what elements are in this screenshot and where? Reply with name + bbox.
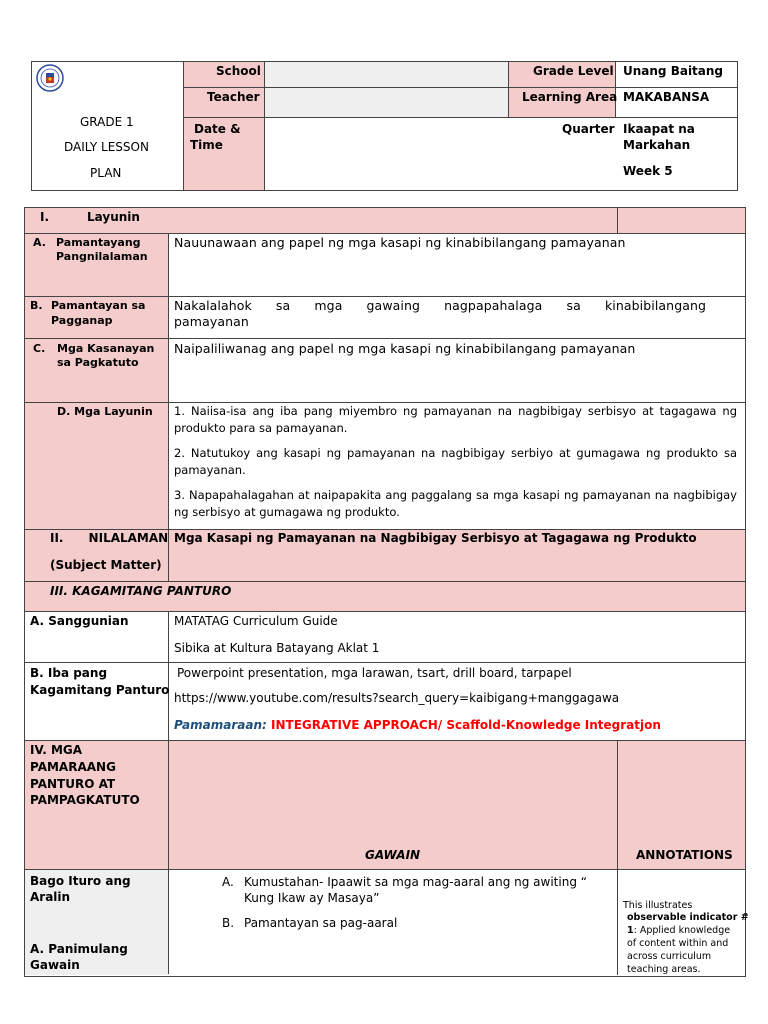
- subject-matter-label: (Subject Matter): [50, 558, 162, 572]
- iba-pang-label-line1: B. Iba pang: [30, 666, 108, 680]
- a-label-line1: Pamantayang: [56, 236, 141, 249]
- b-label-letter: B.: [30, 299, 43, 312]
- panimulang-label-line2: Gawain: [30, 958, 80, 972]
- c-label-letter: C.: [33, 342, 46, 355]
- d-label: D. Mga Layunin: [57, 405, 153, 418]
- week-label: Week 5: [623, 164, 673, 178]
- item-a-line2: Kung Ikaw ay Masaya”: [244, 891, 380, 905]
- c-label-line2: sa Pagkatuto: [57, 356, 139, 369]
- quarter-value-line2: Markahan: [623, 138, 691, 152]
- d-item-2: 2. Natutukoy ang kasapi ng pamayanan na nagbibigay serbiyo at gumagawa ng produkto sa pamayanan.: [174, 446, 737, 477]
- annotations-header: ANNOTATIONS: [636, 848, 733, 862]
- sanggunian-line1: MATATAG Curriculum Guide: [174, 614, 338, 628]
- daily-lesson-label: DAILY LESSON: [64, 140, 149, 154]
- time-label: Time: [190, 138, 223, 152]
- a-text: Nauunawaan ang papel ng mga kasapi ng kinabibilangang pamayanan: [174, 235, 626, 250]
- sanggunian-line2: Sibika at Kultura Batayang Aklat 1: [174, 641, 380, 655]
- pamamaraan-value: INTEGRATIVE APPROACH/ Scaffold-Knowledge Integratjon: [271, 718, 661, 732]
- pamaraan-label-line4: PAMPAGKATUTO: [30, 793, 140, 807]
- c-text: Naipaliliwanag ang papel ng mga kasapi ng kinabibilangang pamayanan: [174, 341, 636, 356]
- annotation-indicator-number: 1: [627, 925, 634, 936]
- learning-area-value: MAKABANSA: [623, 90, 710, 104]
- pamaraan-label-line3: PANTURO AT: [30, 777, 116, 791]
- c-label-line1: Mga Kasanayan: [57, 342, 155, 355]
- item-b-text: Pamantayan sa pag-aaral: [244, 916, 398, 930]
- grade-label: GRADE 1: [80, 115, 134, 129]
- a-label-letter: A.: [33, 236, 46, 249]
- b-text-line2: pamayanan: [174, 314, 249, 329]
- teacher-label: Teacher: [207, 90, 260, 104]
- item-a-marker: A.: [222, 875, 234, 889]
- date-label: Date &: [194, 122, 241, 136]
- plan-label: PLAN: [90, 166, 122, 180]
- quarter-value-line1: Ikaapat na: [623, 122, 695, 136]
- youtube-link[interactable]: https://www.youtube.com/results?search_query=kaibigang+manggagawa: [174, 691, 620, 705]
- pamaraan-label-line1: IV. MGA: [30, 743, 83, 757]
- annotation-line3-text: : Applied knowledge: [633, 925, 731, 936]
- pamaraan-label-line2: PAMARAANG: [30, 760, 116, 774]
- pamamaraan-label: Pamamaraan:: [174, 718, 267, 732]
- annotation-line5: across curriculum: [627, 951, 712, 962]
- panimulang-label-line1: A. Panimulang: [30, 942, 128, 956]
- b-label-line1: Pamantayan sa: [51, 299, 146, 312]
- item-b-marker: B.: [222, 916, 235, 930]
- kagamitan-materials: Powerpoint presentation, mga larawan, tsart, drill board, tarpapel: [177, 666, 572, 680]
- b-text-line1: Nakalalahok sa mga gawaing nagpapahalaga sa kinabibilangang: [174, 298, 707, 313]
- quarter-label: Quarter: [562, 122, 615, 136]
- bago-label-line2: Aralin: [30, 890, 71, 904]
- iba-pang-label-line2: Kagamitang Panturo: [30, 683, 170, 697]
- annotation-line6: teaching areas.: [627, 964, 701, 975]
- gawain-header: GAWAIN: [365, 848, 421, 862]
- school-value-cell: [264, 62, 508, 87]
- bago-label-line1: Bago Ituro ang: [30, 874, 131, 888]
- kagamitan-title: III. KAGAMITANG PANTURO: [50, 584, 232, 598]
- annotation-line1: This illustrates: [623, 900, 693, 911]
- layunin-title: Layunin: [87, 210, 140, 224]
- teacher-value-cell: [264, 87, 508, 117]
- item-a-line1: Kumustahan- Ipaawit sa mga mag-aaral ang ng awiting “: [244, 875, 587, 889]
- nilalaman-label: II. NILALAMAN: [50, 531, 169, 545]
- grade-level-label: Grade Level: [533, 64, 614, 78]
- d-item-3: 3. Napapahalagahan at naipapakita ang paggalang sa mga kasapi ng pamayanan na nagbibigay ng serbisyo at gumagawa ng produkto.: [174, 488, 737, 519]
- b-label-line2: Pagganap: [51, 314, 113, 327]
- a-label-line2: Pangnilalaman: [56, 250, 148, 263]
- left-label-column: [25, 234, 168, 529]
- annotation-line3: [627, 925, 730, 937]
- grade-level-value: Unang Baitang: [623, 64, 724, 78]
- learning-area-label: Learning Area: [522, 90, 618, 104]
- annotation-line4: of content within and: [627, 938, 729, 949]
- nilalaman-text: Mga Kasapi ng Pamayanan na Nagbibigay Serbisyo at Tagagawa ng Produkto: [174, 531, 697, 545]
- annotation-line2: observable indicator #: [627, 912, 749, 923]
- deped-seal-logo: [36, 64, 64, 92]
- sanggunian-label: A. Sanggunian: [30, 614, 129, 628]
- layunin-roman: I.: [40, 210, 50, 224]
- d-item-1: 1. Naiisa-isa ang iba pang miyembro ng pamayanan na nagbibigay serbisyo at tagagawa ng produkto para sa pamayanan.: [174, 404, 737, 435]
- school-label: School: [216, 64, 261, 78]
